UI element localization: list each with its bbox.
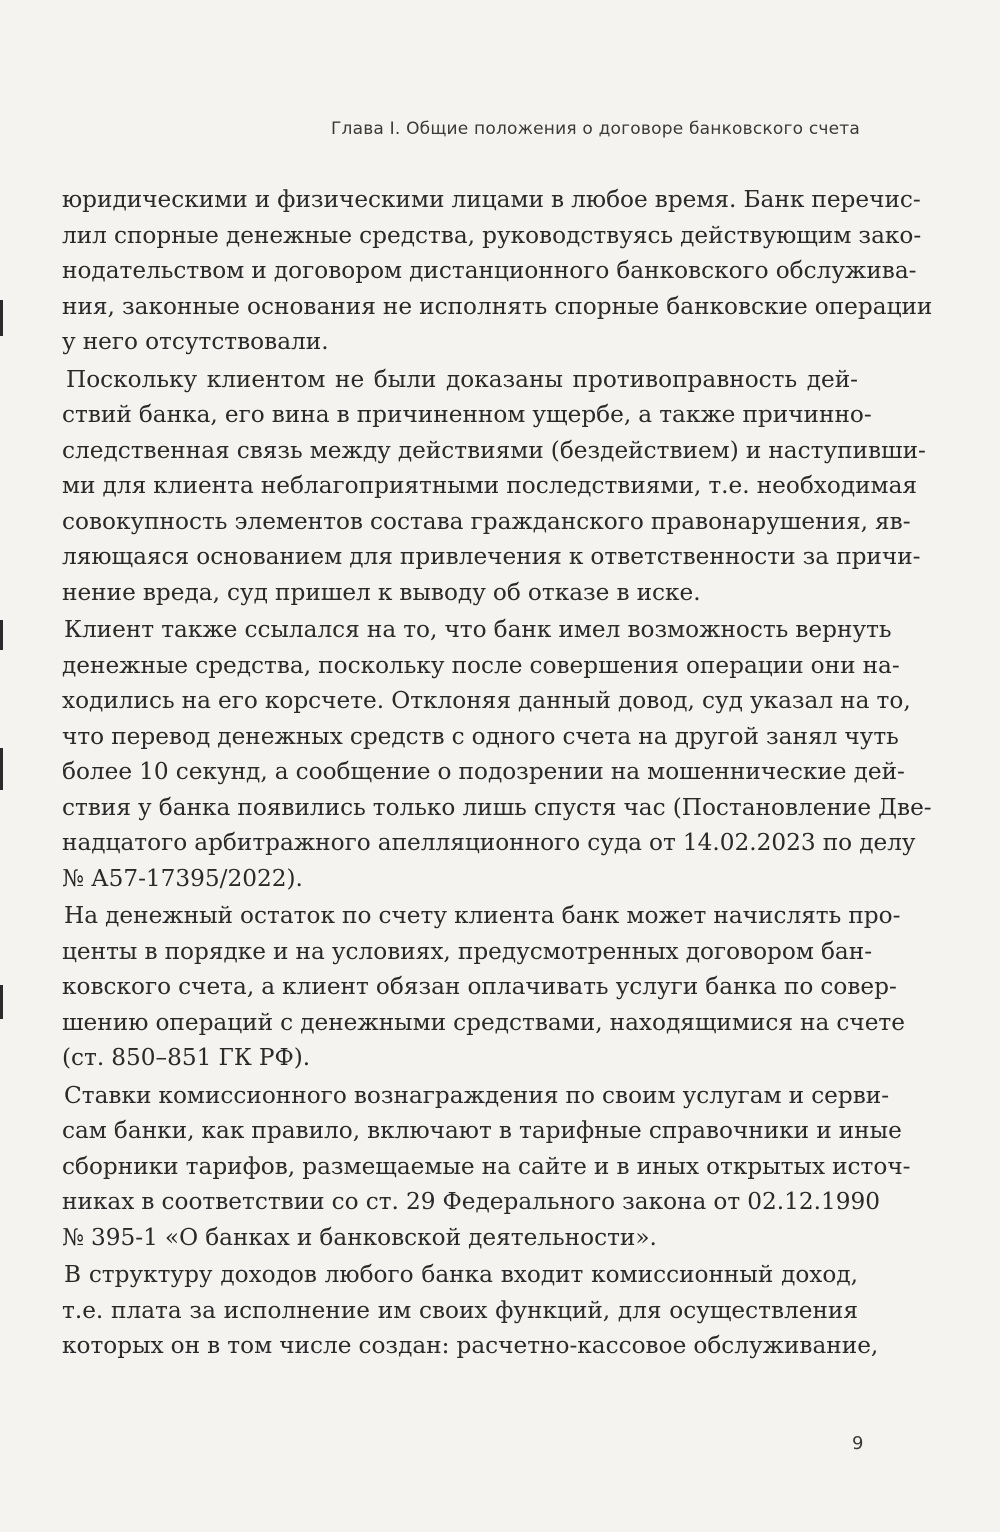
- text-line: центы в порядке и на условиях, предусмотренных договором бан-: [62, 937, 873, 965]
- text-line: совокупность элементов состава гражданского правонарушения, яв-: [62, 507, 911, 535]
- paragraph-1: [62, 182, 933, 360]
- text-line: сам банки, как правило, включают в тарифные справочники и иные: [62, 1117, 902, 1144]
- page-body: [62, 182, 933, 1366]
- text-line: надцатого арбитражного апелляционного суда от 14.02.2023 по делу: [62, 829, 916, 856]
- text-line: Ставки комиссионного вознаграждения по своим услугам и серви-: [64, 1081, 890, 1109]
- text-line: т.е. плата за исполнение им своих функций, для осуществления: [62, 1296, 858, 1324]
- scan-edge-mark: [0, 620, 3, 650]
- text-line: (ст. 850–851 ГК РФ).: [62, 1044, 311, 1071]
- scan-edge-mark: [0, 985, 3, 1019]
- scan-edge-mark: [0, 300, 3, 336]
- paragraph-4: [62, 898, 905, 1076]
- text-line: ляющаяся основанием для привлечения к ответственности за причи-: [62, 543, 921, 570]
- scan-edge-mark: [0, 748, 3, 790]
- text-line: юридическими и физическими лицами в любое время. Банк перечис-: [62, 186, 921, 213]
- page-number: 9: [852, 1433, 864, 1454]
- text-line: которых он в том числе создан: расчетно-кассовое обслуживание,: [62, 1332, 879, 1359]
- text-line: что перевод денежных средств с одного счета на другой занял чуть: [62, 722, 899, 750]
- text-line: ствий банка, его вина в причиненном ущербе, а также причинно-: [62, 401, 872, 428]
- text-line: На денежный остаток по счету клиента банк может начислять про-: [64, 902, 901, 929]
- running-header: Глава I. Общие положения о договоре банковского счета: [330, 119, 860, 139]
- text-line: № 395-1 «О банках и банковской деятельности».: [62, 1223, 657, 1251]
- text-line: следственная связь между действиями (бездействием) и наступивши-: [62, 436, 926, 464]
- text-line: сборники тарифов, размещаемые на сайте и в иных открытых источ-: [62, 1152, 911, 1180]
- text-line: ковского счета, а клиент обязан оплачивать услуги банка по совер-: [62, 973, 897, 1000]
- text-line: нение вреда, суд пришел к выводу об отказе в иске.: [62, 578, 701, 606]
- text-line: более 10 секунд, а сообщение о подозрении на мошеннические дей-: [62, 758, 905, 785]
- text-line: № А57-17395/2022).: [62, 864, 303, 892]
- paragraph-5: [62, 1078, 911, 1256]
- paragraph-6: [62, 1257, 879, 1364]
- text-line: ми для клиента неблагоприятными последствиями, т.е. необходимая: [62, 472, 918, 499]
- text-line: ния, законные основания не исполнять спорные банковские операции: [62, 292, 933, 320]
- text-line: никах в соответствии со ст. 29 Федерального закона от 02.12.1990: [62, 1188, 881, 1215]
- text-line: лил спорные денежные средства, руководствуясь действующим зако-: [62, 221, 922, 249]
- text-line: Клиент также ссылался на то, что банк имел возможность вернуть: [64, 616, 892, 643]
- text-line: денежные средства, поскольку после совершения операции они на-: [62, 651, 900, 679]
- text-line: ходились на его корсчете. Отклоняя данный довод, суд указал на то,: [62, 687, 911, 714]
- paragraph-2: [62, 362, 926, 611]
- text-line: у него отсутствовали.: [62, 328, 329, 355]
- text-line: нодательством и договором дистанционного банковского обслужива-: [62, 257, 917, 284]
- paragraph-3: [62, 612, 932, 896]
- text-line: В структуру доходов любого банка входит комиссионный доход,: [64, 1261, 858, 1288]
- text-line: Поскольку клиентом не были доказаны противоправность дей-: [66, 365, 858, 393]
- text-line: шению операций с денежными средствами, находящимися на счете: [62, 1008, 905, 1036]
- text-line: ствия у банка появились только лишь спустя час (Постановление Две-: [62, 793, 932, 821]
